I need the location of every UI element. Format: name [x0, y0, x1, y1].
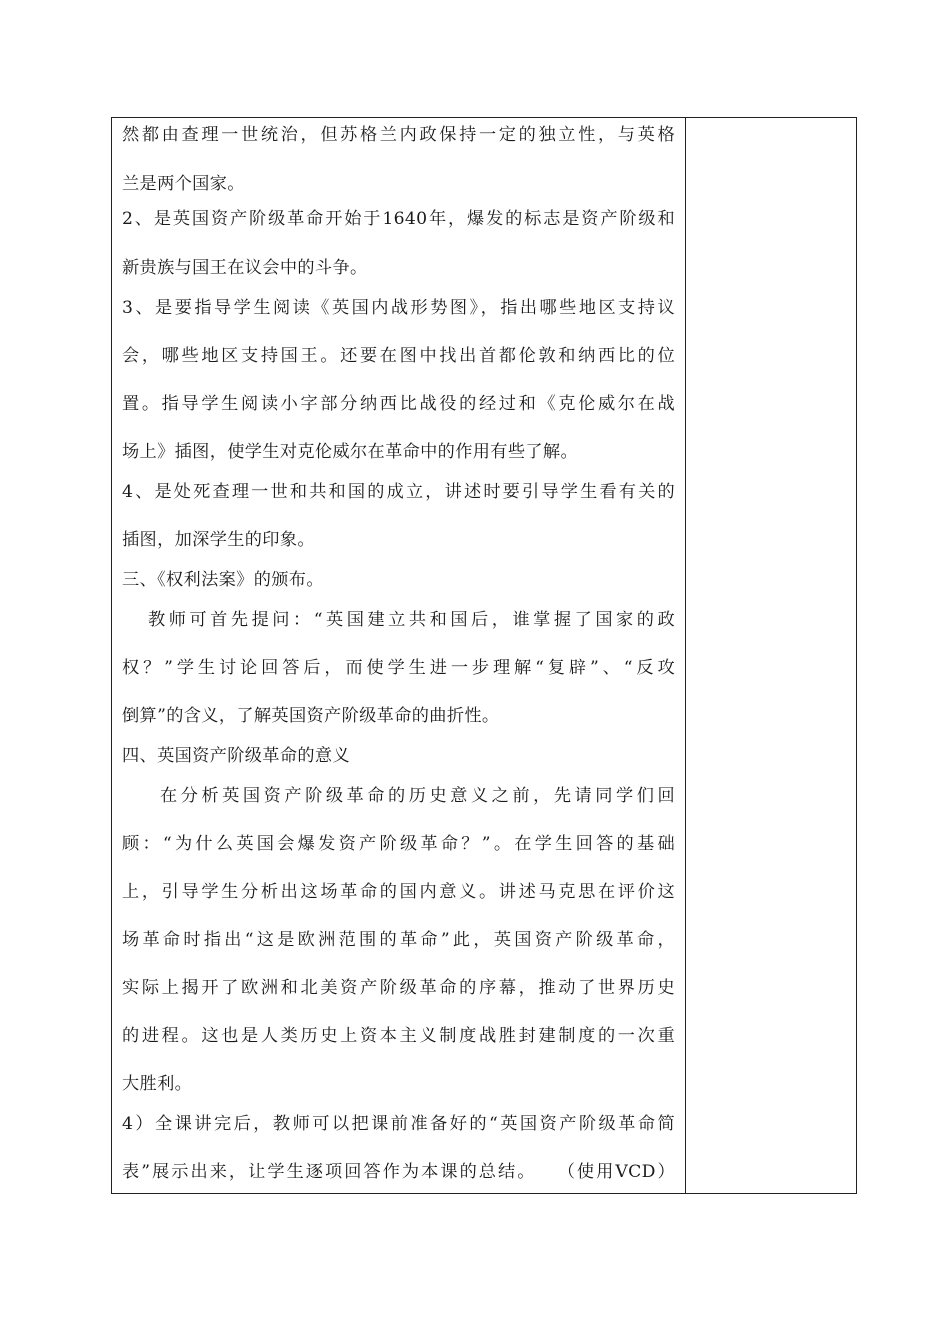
text-line: 场革命时指出“这是欧洲范围的革命”此，英国资产阶级革命， [122, 930, 675, 950]
text-line: 会，哪些地区支持国王。还要在图中找出首都伦敦和纳西比的位 [122, 346, 675, 366]
text-line: 插图，加深学生的印象。 [122, 530, 315, 550]
text-line: 顾：“为什么英国会爆发资产阶级革命？”。在学生回答的基础 [122, 834, 675, 854]
text-line: 权？”学生讨论回答后，而使学生进一步理解“复辟”、“反攻 [122, 658, 675, 678]
text-line: 的进程。这也是人类历史上资本主义制度战胜封建制度的一次重 [122, 1026, 675, 1046]
text-line: 2、是英国资产阶级革命开始于1640年，爆发的标志是资产阶级和 [122, 209, 675, 229]
section-heading: 四、英国资产阶级革命的意义 [122, 746, 350, 766]
lesson-content-cell [112, 118, 685, 1193]
text-line: 上，引导学生分析出这场革命的国内意义。讲述马克思在评价这 [122, 882, 675, 902]
text-line: 大胜利。 [122, 1074, 193, 1094]
text-line: 教师可首先提问：“英国建立共和国后，谁掌握了国家的政 [148, 610, 675, 630]
text-line: 新贵族与国王在议会中的斗争。 [122, 258, 368, 278]
text-line: 置。指导学生阅读小字部分纳西比战役的经过和《克伦威尔在战 [122, 394, 675, 414]
section-heading: 三、《权利法案》的颁布。 [122, 570, 324, 590]
text-line: 4）全课讲完后，教师可以把课前准备好的“英国资产阶级革命简 [122, 1114, 675, 1134]
text-line: 场上》插图，使学生对克伦威尔在革命中的作用有些了解。 [122, 442, 578, 462]
lesson-table [111, 117, 857, 1194]
text-line: 倒算”的含义，了解英国资产阶级革命的曲折性。 [122, 706, 500, 726]
notes-cell [686, 118, 856, 1193]
text-line: 然都由查理一世统治，但苏格兰内政保持一定的独立性，与英格 [122, 125, 675, 145]
text-line: 实际上揭开了欧洲和北美资产阶级革命的序幕，推动了世界历史 [122, 978, 675, 998]
text-line: 表”展示出来，让学生逐项回答作为本课的总结。 （使用VCD） [122, 1162, 675, 1182]
text-line: 兰是两个国家。 [122, 174, 245, 194]
text-line: 4、是处死查理一世和共和国的成立，讲述时要引导学生看有关的 [122, 482, 675, 502]
text-line: 在分析英国资产阶级革命的历史意义之前，先请同学们回 [160, 786, 675, 806]
text-line: 3、是要指导学生阅读《英国内战形势图》，指出哪些地区支持议 [122, 298, 675, 318]
